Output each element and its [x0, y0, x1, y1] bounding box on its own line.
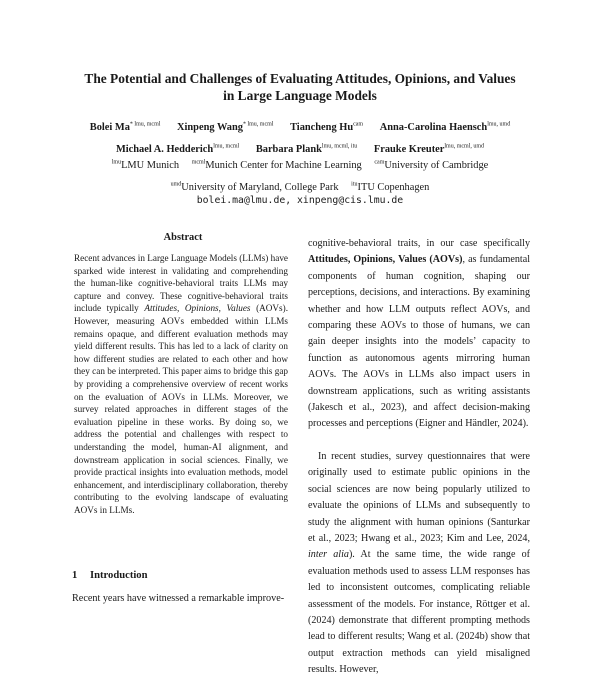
- title-line-2: in Large Language Models: [223, 88, 377, 103]
- author: Frauke Kreuter$^{lmu, mcml, umd}$: [373, 143, 485, 155]
- paper-title: [40, 70, 560, 104]
- author: Anna-Carolina Haensch$^{lmu, umd}$: [379, 122, 511, 134]
- affiliation-row-2: [30, 175, 570, 196]
- section-heading-introduction: [72, 570, 292, 581]
- affiliation: $^{cam}$University of Cambridge: [374, 160, 489, 172]
- affiliation-row-1: [30, 154, 570, 175]
- affiliation: $^{mcml}$Munich Center for Machine Learning: [191, 160, 362, 172]
- affiliation: $^{itu}$ITU Copenhagen: [351, 181, 430, 193]
- author-row-1: [30, 116, 570, 137]
- bold-term: Attitudes, Opinions, Values (AOVs): [308, 254, 463, 266]
- author: Barbara Plank$^{lmu, mcml, itu}$: [255, 143, 358, 155]
- author-list: [30, 116, 570, 159]
- affiliation-list: [30, 154, 570, 197]
- right-column: [308, 236, 530, 695]
- author: Xinpeng Wang$^{* lmu, mcml}$: [177, 122, 274, 134]
- author: Bolei $Ma^{* lmu, mcml}$: [89, 122, 161, 134]
- affiliation: $^{lmu}$LMU Munich: [111, 160, 180, 172]
- author-emails: bolei.ma@lmu.de, xinpeng@cis.lmu.de: [196, 195, 404, 206]
- paragraph: cognitive-behavioral traits, in our case specifically Attitudes, Opinions, Values (AOVs), as fundamental components of human cognition, shaping our perceptions, decisions, and interactions. By examining whether and how LLM outputs reflect AOVs, and comparing these AOVs to those of humans, we can gain deeper insights into the models’ capacity to function as autonomous agents mirroring human AOVs. The AOVs in LLMs also impact users in downstream applications, such as writing assistants (Jakesch et al., 2023), and affect decision-making processes and perceptions (Eigner and Händler, 2024).: [308, 238, 530, 430]
- abstract-emphasis: Attitudes, Opinions, Values: [144, 303, 251, 314]
- affiliation: $^{umd}$University of Maryland, College Park: [170, 181, 339, 193]
- author: Michael A. Hedderich$^{lmu, mcml}$: [115, 143, 240, 155]
- section-number: 1: [72, 570, 78, 581]
- intro-first-line: Recent years have witnessed a remarkable improve-: [72, 593, 285, 604]
- section-title: Introduction: [90, 570, 148, 581]
- author: Tiancheng $Hu^{cam}$: [290, 122, 364, 134]
- abstract-heading: Abstract: [163, 232, 203, 243]
- abstract-body: Recent advances in Large Language Models (LLMs) have sparked wide interest in validating and comprehending the human-like cognitive-behavioral traits LLMs may capture and convey. These cognitive-behavioral traits include typically Attitudes, Opinions, Values (AOVs). However, measuring AOVs embedded within LLMs remains opaque, and different evaluation methods may yield different results. This has led to a lack of clarity on how different studies are related to each other and how they can be interpreted. This paper aims to bridge this gap by providing a comprehensive overview of recent works on the evaluation of AOVs in LLMs. Moreover, we survey related approaches in different stages of the evaluation pipeline in these works. By doing so, we address the potential and challenges with respect to understanding the model, human-AI alignment, and downstream application in social sciences. Finally, we provide practical insights into evaluation methods, model enhancement, and interdisciplinary collaboration, thereby contributing to the evolving landscape of evaluating AOVs in LLMs.: [74, 253, 288, 515]
- title-line-1: The Potential and Challenges of Evaluating Attitudes, Opinions, and Values: [84, 71, 516, 86]
- italic-term: inter alia: [308, 549, 349, 561]
- paragraph: In recent studies, survey questionnaires that were originally used to estimate public opinions in the social sciences are now being popularly utilized to evaluate the opinions of LLMs and subsequently to study the alignment with human opinions (Santurkar et al., 2023; Hwang et al., 2023; Kim and Lee, 2024, inter alia). At the same time, the wide range of evaluation methods used to assess LLM responses has led to inconsistent outcomes, complicating reliable assessment of the models. For instance, Röttger et al. (2024) demonstrate that different prompting methods lead to different results; Wang et al. (2024b) show that output extraction methods can yield misaligned results. However,: [308, 450, 530, 676]
